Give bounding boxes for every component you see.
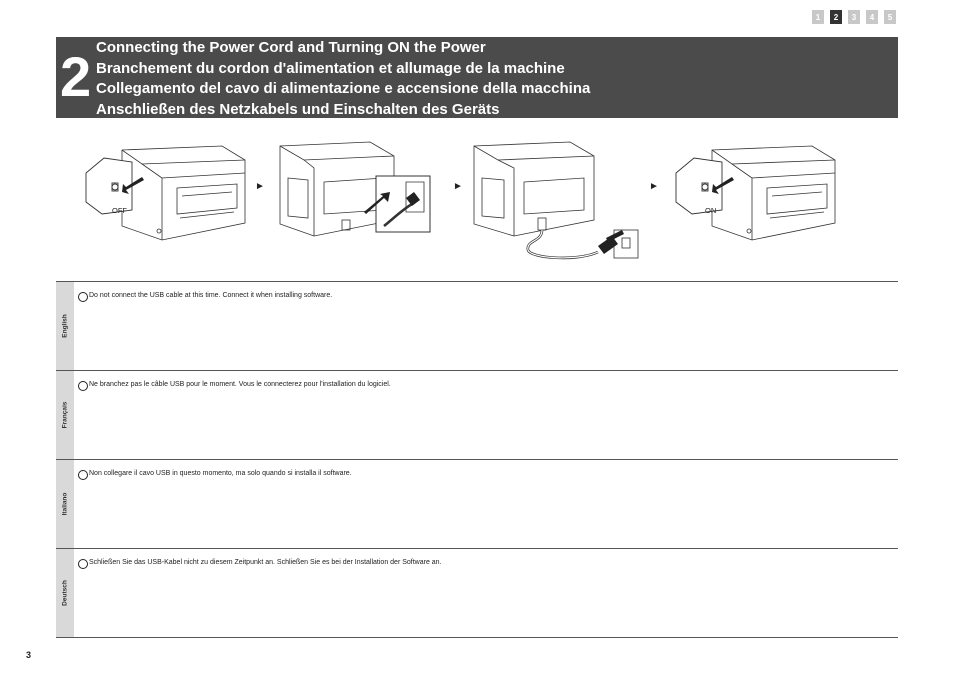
printer-outlet-illustration (466, 138, 646, 268)
language-tab-english: English (56, 282, 74, 370)
divider-bottom (56, 637, 898, 638)
language-tab-italian: Italiano (56, 460, 74, 548)
note-french (78, 380, 391, 391)
page-navigation (812, 10, 896, 24)
caution-icon (78, 470, 88, 480)
page-number: 3 (26, 650, 32, 660)
note-text-french: Ne branchez pas le câble USB pour le moment. Vous le connecterez pour l'installation du logiciel. (89, 381, 391, 388)
next-arrow-1: ► (255, 181, 265, 192)
printer-off-illustration (82, 138, 252, 253)
on-label: ON (705, 206, 717, 215)
page-tab-1[interactable]: 1 (812, 10, 824, 24)
title-english: Connecting the Power Cord and Turning ON the Power (96, 39, 486, 56)
printer-on-illustration (672, 138, 842, 253)
page-tab-2[interactable]: 2 (830, 10, 842, 24)
page-tab-5[interactable]: 5 (884, 10, 896, 24)
printer-rear-cord-illustration (274, 138, 454, 238)
language-tab-german: Deutsch (56, 549, 74, 637)
caution-icon (78, 292, 88, 302)
cord-callout (376, 176, 430, 232)
note-text-german: Schließen Sie das USB-Kabel nicht zu diesem Zeitpunkt an. Schließen Sie es bei der Installation der Software an. (89, 559, 442, 566)
step-titles (96, 38, 590, 120)
note-italian (78, 469, 352, 480)
step-number: 2 (60, 45, 92, 108)
next-arrow-3: ► (649, 181, 659, 192)
title-italian: Collegamento del cavo di alimentazione e accensione della macchina (96, 80, 591, 97)
note-text-english: Do not connect the USB cable at this time. Connect it when installing software. (89, 292, 333, 299)
illustration-strip (56, 130, 898, 270)
title-german: Anschließen des Netzkabels und Einschalten des Geräts (96, 100, 500, 118)
language-tab-french: Français (56, 371, 74, 459)
note-row-english (56, 282, 898, 370)
title-french: Branchement du cordon d'alimentation et allumage de la machine (96, 59, 565, 77)
note-text-italian: Non collegare il cavo USB in questo momento, ma solo quando si installa il software. (89, 470, 352, 477)
next-arrow-2: ► (453, 181, 463, 192)
note-german (78, 558, 442, 569)
note-row-french (56, 371, 898, 459)
note-row-german (56, 549, 898, 637)
off-label: OFF (112, 206, 127, 215)
caution-icon (78, 381, 88, 391)
caution-icon (78, 559, 88, 569)
step-header (56, 37, 898, 118)
note-english (78, 291, 332, 302)
page-tab-4[interactable]: 4 (866, 10, 878, 24)
page-tab-3[interactable]: 3 (848, 10, 860, 24)
note-row-italian (56, 460, 898, 548)
